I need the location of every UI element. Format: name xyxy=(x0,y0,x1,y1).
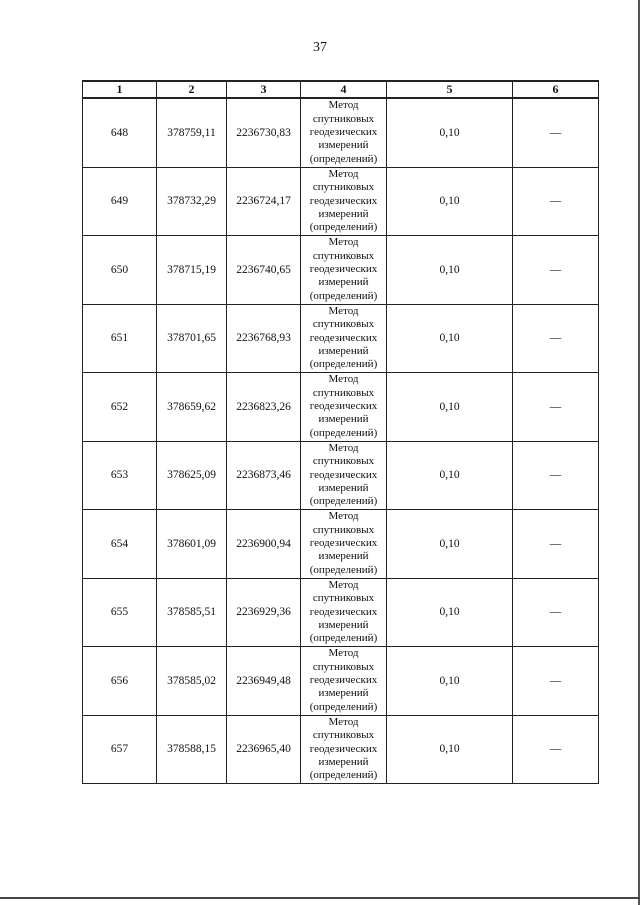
method-text-line: геодезических xyxy=(309,537,378,550)
method-text-line: спутниковых xyxy=(312,660,375,673)
column-header-6: 6 xyxy=(513,81,599,98)
method-text-line: измерений xyxy=(318,207,369,220)
method-text-line: геодезических xyxy=(309,331,378,344)
y-coordinate-cell: 2236949,48 xyxy=(227,647,301,716)
column-header-4: 4 xyxy=(301,81,387,98)
method-cell xyxy=(301,167,387,236)
point-number-cell: 657 xyxy=(83,715,157,784)
point-number-cell: 656 xyxy=(83,647,157,716)
accuracy-cell: 0,10 xyxy=(387,304,513,373)
method-text-line: (определений) xyxy=(309,700,378,713)
method-text-line: геодезических xyxy=(309,605,378,618)
method-text-line: измерений xyxy=(318,550,369,563)
y-coordinate-cell: 2236724,17 xyxy=(227,167,301,236)
method-text-line: (определений) xyxy=(309,221,378,234)
column-header-3: 3 xyxy=(227,81,301,98)
x-coordinate-cell: 378659,62 xyxy=(157,373,227,442)
method-text-line: геодезических xyxy=(309,400,378,413)
method-text-line: Метод xyxy=(328,647,359,660)
method-text-line: геодезических xyxy=(309,468,378,481)
method-text-line: измерений xyxy=(318,139,369,152)
point-number-cell: 652 xyxy=(83,373,157,442)
method-text-line: (определений) xyxy=(309,289,378,302)
coordinates-table xyxy=(82,80,599,784)
note-cell: — xyxy=(513,236,599,305)
accuracy-cell: 0,10 xyxy=(387,167,513,236)
table-row xyxy=(83,578,599,647)
point-number-cell: 655 xyxy=(83,578,157,647)
method-text-line: (определений) xyxy=(309,358,378,371)
point-number-cell: 651 xyxy=(83,304,157,373)
method-text-line: спутниковых xyxy=(312,386,375,399)
method-text-line: спутниковых xyxy=(312,729,375,742)
method-text-line: (определений) xyxy=(309,495,378,508)
column-header-1: 1 xyxy=(83,81,157,98)
table-row xyxy=(83,715,599,784)
x-coordinate-cell: 378625,09 xyxy=(157,441,227,510)
method-text-line: Метод xyxy=(328,373,359,386)
accuracy-cell: 0,10 xyxy=(387,647,513,716)
accuracy-cell: 0,10 xyxy=(387,715,513,784)
y-coordinate-cell: 2236740,65 xyxy=(227,236,301,305)
method-text-line: спутниковых xyxy=(312,523,375,536)
table-row xyxy=(83,373,599,442)
method-text-line: геодезических xyxy=(309,263,378,276)
method-text-line: измерений xyxy=(318,618,369,631)
accuracy-cell: 0,10 xyxy=(387,236,513,305)
point-number-cell: 650 xyxy=(83,236,157,305)
x-coordinate-cell: 378601,09 xyxy=(157,510,227,579)
method-text-line: геодезических xyxy=(309,194,378,207)
method-cell xyxy=(301,510,387,579)
method-cell xyxy=(301,441,387,510)
point-number-cell: 654 xyxy=(83,510,157,579)
y-coordinate-cell: 2236873,46 xyxy=(227,441,301,510)
point-number-cell: 649 xyxy=(83,167,157,236)
table-row xyxy=(83,510,599,579)
method-cell xyxy=(301,373,387,442)
method-text-line: спутниковых xyxy=(312,249,375,262)
method-text-line: (определений) xyxy=(309,769,378,782)
accuracy-cell: 0,10 xyxy=(387,98,513,167)
y-coordinate-cell: 2236965,40 xyxy=(227,715,301,784)
column-header-2: 2 xyxy=(157,81,227,98)
method-cell xyxy=(301,236,387,305)
method-text-line: (определений) xyxy=(309,152,378,165)
method-text-line: (определений) xyxy=(309,426,378,439)
accuracy-cell: 0,10 xyxy=(387,578,513,647)
method-text-line: измерений xyxy=(318,755,369,768)
table-row xyxy=(83,304,599,373)
y-coordinate-cell: 2236823,26 xyxy=(227,373,301,442)
x-coordinate-cell: 378715,19 xyxy=(157,236,227,305)
x-coordinate-cell: 378585,51 xyxy=(157,578,227,647)
note-cell: — xyxy=(513,510,599,579)
note-cell: — xyxy=(513,441,599,510)
note-cell: — xyxy=(513,578,599,647)
x-coordinate-cell: 378759,11 xyxy=(157,98,227,167)
note-cell: — xyxy=(513,98,599,167)
table-row xyxy=(83,236,599,305)
method-text-line: Метод xyxy=(328,578,359,591)
method-cell xyxy=(301,98,387,167)
method-text-line: спутниковых xyxy=(312,592,375,605)
method-text-line: геодезических xyxy=(309,674,378,687)
method-text-line: Метод xyxy=(328,715,359,728)
note-cell: — xyxy=(513,373,599,442)
column-header-5: 5 xyxy=(387,81,513,98)
method-text-line: (определений) xyxy=(309,632,378,645)
method-cell xyxy=(301,715,387,784)
method-cell xyxy=(301,647,387,716)
y-coordinate-cell: 2236730,83 xyxy=(227,98,301,167)
method-text-line: Метод xyxy=(328,441,359,454)
y-coordinate-cell: 2236900,94 xyxy=(227,510,301,579)
method-text-line: геодезических xyxy=(309,126,378,139)
method-text-line: измерений xyxy=(318,481,369,494)
point-number-cell: 648 xyxy=(83,98,157,167)
y-coordinate-cell: 2236929,36 xyxy=(227,578,301,647)
accuracy-cell: 0,10 xyxy=(387,373,513,442)
method-text-line: измерений xyxy=(318,344,369,357)
method-text-line: Метод xyxy=(328,167,359,180)
method-text-line: измерений xyxy=(318,687,369,700)
method-text-line: измерений xyxy=(318,413,369,426)
method-text-line: спутниковых xyxy=(312,318,375,331)
x-coordinate-cell: 378585,02 xyxy=(157,647,227,716)
x-coordinate-cell: 378732,29 xyxy=(157,167,227,236)
method-text-line: Метод xyxy=(328,99,359,112)
accuracy-cell: 0,10 xyxy=(387,510,513,579)
method-text-line: Метод xyxy=(328,510,359,523)
method-text-line: Метод xyxy=(328,304,359,317)
table-row xyxy=(83,441,599,510)
table-row xyxy=(83,167,599,236)
note-cell: — xyxy=(513,715,599,784)
page-number: 37 xyxy=(313,40,327,55)
note-cell: — xyxy=(513,647,599,716)
x-coordinate-cell: 378588,15 xyxy=(157,715,227,784)
method-text-line: спутниковых xyxy=(312,455,375,468)
method-cell xyxy=(301,578,387,647)
table-row xyxy=(83,647,599,716)
table-row xyxy=(83,98,599,167)
y-coordinate-cell: 2236768,93 xyxy=(227,304,301,373)
method-text-line: геодезических xyxy=(309,742,378,755)
method-text-line: (определений) xyxy=(309,563,378,576)
point-number-cell: 653 xyxy=(83,441,157,510)
method-text-line: Метод xyxy=(328,236,359,249)
note-cell: — xyxy=(513,304,599,373)
accuracy-cell: 0,10 xyxy=(387,441,513,510)
x-coordinate-cell: 378701,65 xyxy=(157,304,227,373)
method-text-line: спутниковых xyxy=(312,181,375,194)
note-cell: — xyxy=(513,167,599,236)
method-text-line: измерений xyxy=(318,276,369,289)
table-header-row xyxy=(83,81,599,98)
scan-edge-bottom xyxy=(0,897,640,899)
method-text-line: спутниковых xyxy=(312,112,375,125)
method-cell xyxy=(301,304,387,373)
